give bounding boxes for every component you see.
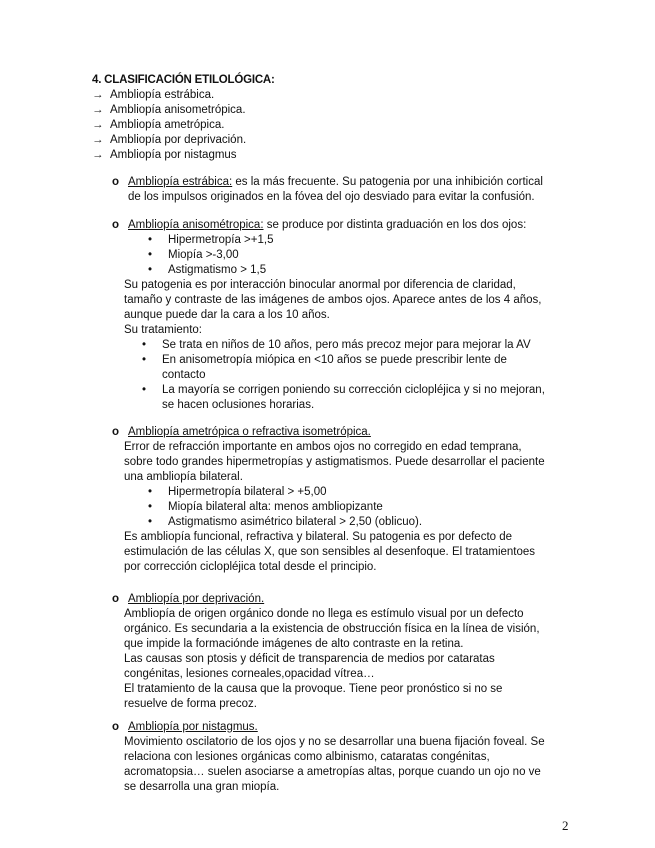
section-text: de los impulsos originados en la fóvea del ojo desviado para evitar la confusión. xyxy=(128,191,535,203)
bullet-icon: • xyxy=(148,249,153,261)
bullet-icon: • xyxy=(148,486,153,498)
arrow-list xyxy=(92,88,246,163)
page-number: 2 xyxy=(562,818,569,833)
section-text: Su patogenia es por interacción binocular anormal por diferencia de claridad, tamaño y contraste de las imágenes de ambos ojos. Aparece antes de los 4 años, aunque puede dar la cara a los 10 años. Su tratamiento: xyxy=(124,279,542,336)
section-text: Error de refracción importante en ambos ojos no corregido en edad temprana, sobre todo grandes hipermetropías y astigmatismos. Puede desarrollar el paciente una ambliopía bilateral. xyxy=(124,441,545,483)
circle-bullet-icon: o xyxy=(112,426,120,438)
section-title: Ambliopía por nistagmus. xyxy=(128,721,258,733)
arrow-icon: → xyxy=(92,149,104,161)
bullet-icon: • xyxy=(142,339,147,351)
list-item: • Miopía >-3,00 xyxy=(148,249,239,261)
list-item: • Hipermetropía bilateral > +5,00 xyxy=(148,486,327,498)
list-item: • Astigmatismo asimétrico bilateral > 2,50 (oblicuo). xyxy=(148,516,423,528)
section-heading: 4. CLASIFICACIÓN ETILOLÓGICA: xyxy=(92,74,275,86)
bullet-icon: • xyxy=(148,501,153,513)
circle-bullet-icon: o xyxy=(112,593,120,605)
criteria-list xyxy=(148,485,582,530)
section-ametropica xyxy=(112,425,582,575)
section-title: Ambliopía por deprivación. xyxy=(128,593,265,605)
arrow-item: → Ambliopía anisometrópica. xyxy=(92,104,246,116)
bullet-icon: • xyxy=(148,264,153,276)
treatment-list xyxy=(142,338,582,413)
section-title: Ambliopía anisométropica: xyxy=(128,219,264,231)
section-deprivacion xyxy=(112,592,582,712)
bullet-icon: • xyxy=(142,354,147,366)
arrow-item: → Ambliopía ametrópica. xyxy=(92,119,225,131)
list-item: • En anisometropía miópica en <10 años se puede prescribir lente de contacto xyxy=(142,354,507,381)
section-title: Ambliopía ametrópica o refractiva isometrópica. xyxy=(128,426,371,438)
section-estrabica: o Ambliopía estrábica: es la más frecuente. Su patogenia por una inhibición cortical de los impulsos originados en la fóvea del ojo desviado para evitar la confusión. xyxy=(112,175,582,205)
bullet-icon: • xyxy=(148,234,153,246)
arrow-item: → Ambliopía por deprivación. xyxy=(92,134,247,146)
arrow-icon: → xyxy=(92,119,104,131)
arrow-item: → Ambliopía estrábica. xyxy=(92,89,215,101)
arrow-icon: → xyxy=(92,104,104,116)
list-item: • Hipermetropía >+1,5 xyxy=(148,234,274,246)
criteria-list xyxy=(148,233,582,278)
section-anisometropica: o Ambliopía anisométropica: se produce por distinta graduación en los dos ojos: • Hipermetropía >+1,5 • Miopía >-3,00 • Astigmatismo > 1,5 Su patogenia es por interacción binocular anormal por diferencia de claridad, tamaño y contraste de las imágenes de ambos ojos. Aparece antes de los 4 años, aunque puede dar la cara a los 10 años. Su tratamiento: • Se trata en niños de 10 años, pero más precoz mejor para mejorar la AV • En anisometropía miópica en <10 años se puede prescribir lente de contacto • La mayoría se corrigen poniendo su corrección ciclopléjica y si no mejoran, se hacen oclusiones horarias. xyxy=(112,218,582,413)
arrow-icon: → xyxy=(92,134,104,146)
list-item: • Miopía bilateral alta: menos ambliopizante xyxy=(148,501,383,513)
list-item: • Se trata en niños de 10 años, pero más precoz mejor para mejorar la AV xyxy=(142,339,531,351)
section-title: Ambliopía estrábica: xyxy=(128,176,233,188)
circle-bullet-icon: o xyxy=(112,721,120,733)
bullet-icon: • xyxy=(148,516,153,528)
section-nistagmus xyxy=(112,720,582,795)
circle-bullet-icon: o xyxy=(112,219,120,231)
circle-bullet-icon: o xyxy=(112,176,120,188)
list-item: • Astigmatismo > 1,5 xyxy=(148,264,267,276)
list-item: • La mayoría se corrigen poniendo su corrección ciclopléjica y si no mejoran, se hacen oclusiones horarias. xyxy=(142,384,545,411)
section-text: Es ambliopía funcional, refractiva y bilateral. Su patogenia es por defecto de estimulación de las células X, que son sensibles al desenfoque. El tratamientoes por corrección ciclopléjica total desde el principio. xyxy=(124,531,536,573)
section-text: Movimiento oscilatorio de los ojos y no se desarrollar una buena fijación foveal. Se relaciona con lesiones orgánicas como albinismo, cataratas congénitas, acromatopsia… suelen asociarse a ametropías altas, porque cuando un ojo no ve se desarrolla una gran miopía. xyxy=(124,736,545,793)
section-text: Ambliopía de origen orgánico donde no llega es estímulo visual por un defecto orgánico. Es secundaria a la existencia de obstrucción física en la línea de visión, que impide la formaciónde imágenes de alto contraste en la retina. Las causas son ptosis y déficit de transparencia de medios por cataratas congénitas, lesiones corneales,opacidad vítrea… El tratamiento de la causa que la provoque. Tiene peor pronóstico si no se resuelve de forma precoz. xyxy=(124,608,540,710)
arrow-item: → Ambliopía por nistagmus xyxy=(92,149,237,161)
arrow-icon: → xyxy=(92,89,104,101)
bullet-icon: • xyxy=(142,384,147,396)
